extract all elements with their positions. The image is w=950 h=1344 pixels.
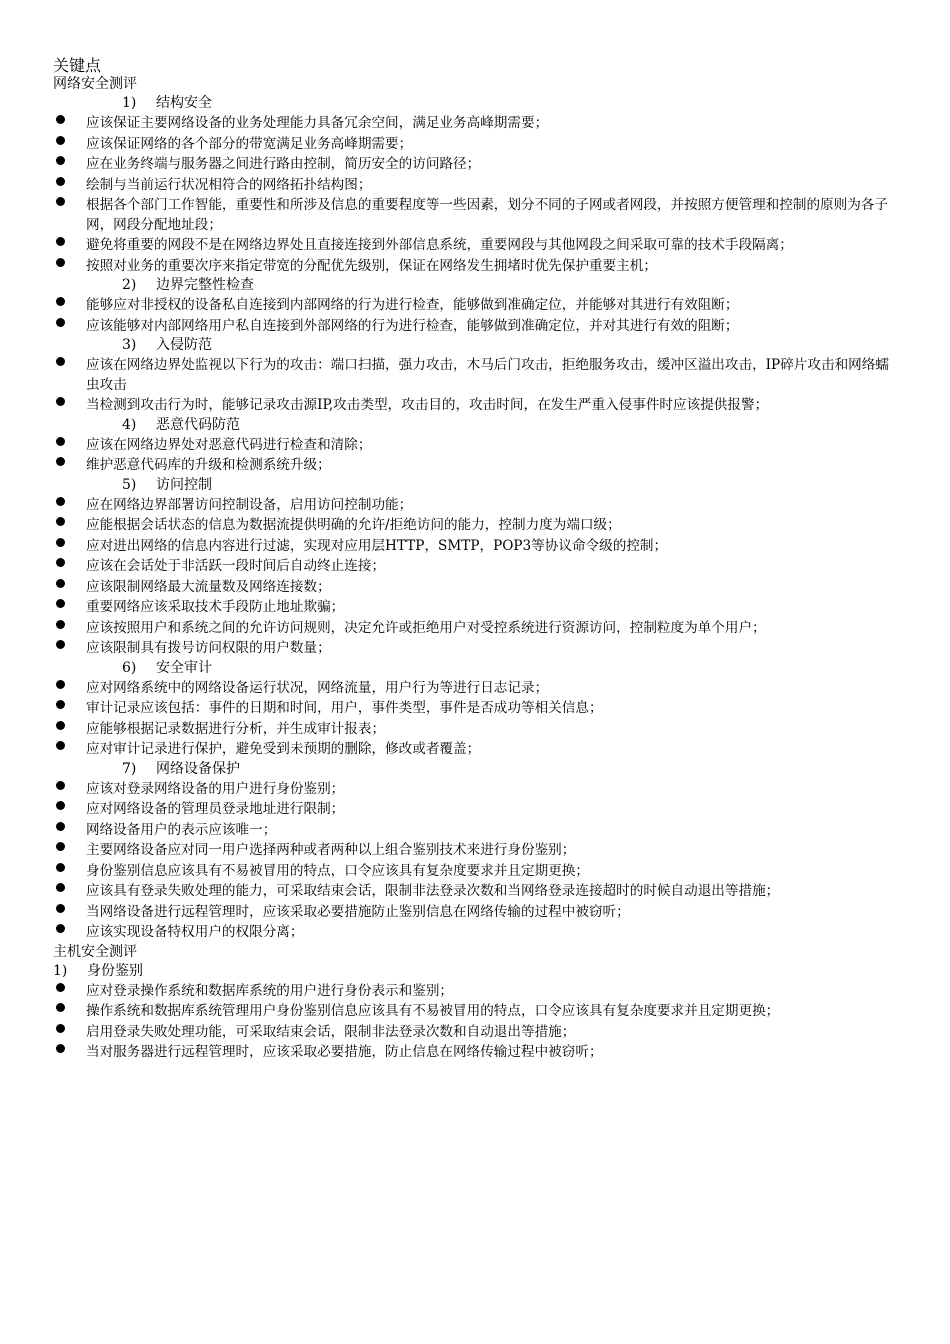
subsection-label: 边界完整性检查 xyxy=(156,277,254,293)
subsection-heading xyxy=(0,276,950,295)
doc-title: 关键点 xyxy=(53,56,102,75)
subsection-heading xyxy=(0,962,950,981)
subsection-heading xyxy=(0,476,950,495)
subsection-number: 2) xyxy=(122,277,137,293)
list-item: 按照对业务的重要次序来指定带宽的分配优先级别，保证在网络发生拥堵时优先保护重要主机； xyxy=(0,257,950,277)
document xyxy=(0,56,950,1063)
subsection-heading xyxy=(0,336,950,355)
list-item: 应该在网络边界处监视以下行为的攻击：端口扫描，强力攻击，木马后门攻击，拒绝服务攻击，缓冲区溢出攻击，IP碎片攻击和网络蠕虫攻击 xyxy=(0,356,950,395)
section-heading: 主机安全测评 xyxy=(53,943,137,960)
list-item: 应能根据会话状态的信息为数据流提供明确的允许/拒绝访问的能力，控制力度为端口级； xyxy=(0,516,950,536)
list-item: 应对审计记录进行保护，避免受到未预期的删除，修改或者覆盖； xyxy=(0,740,950,760)
subsection-heading xyxy=(0,416,950,435)
subsection-heading xyxy=(0,760,950,779)
subsection-label: 安全审计 xyxy=(156,659,212,676)
list-item: 根据各个部门工作智能，重要性和所涉及信息的重要程度等一些因素，划分不同的子网或者网段，并按照方便管理和控制的原则为各子网，网段分配地址段； xyxy=(0,196,950,235)
list-item: 应该按照用户和系统之间的允许访问规则，决定允许或拒绝用户对受控系统进行资源访问，控制粒度为单个用户； xyxy=(0,619,950,639)
bullet-list xyxy=(0,982,950,1063)
list-item: 当网络设备进行远程管理时，应该采取必要措施防止鉴别信息在网络传输的过程中被窃听； xyxy=(0,903,950,923)
bullet-list xyxy=(0,780,950,943)
list-item: 主要网络设备应对同一用户选择两种或者两种以上组合鉴别技术来进行身份鉴别； xyxy=(0,841,950,861)
bullet-list xyxy=(0,114,950,276)
list-item: 应该具有登录失败处理的能力，可采取结束会话，限制非法登录次数和当网络登录连接超时的时候自动退出等措施； xyxy=(0,882,950,902)
bullet-list xyxy=(0,296,950,336)
list-item: 启用登录失败处理功能，可采取结束会话，限制非法登录次数和自动退出等措施； xyxy=(0,1023,950,1043)
list-item: 当检测到攻击行为时，能够记录攻击源IP,攻击类型，攻击目的，攻击时间，在发生严重入侵事件时应该提供报警； xyxy=(0,396,950,416)
list-item: 应该实现设备特权用户的权限分离； xyxy=(0,923,950,943)
list-item: 操作系统和数据库系统管理用户身份鉴别信息应该具有不易被冒用的特点，口令应该具有复杂度要求并且定期更换； xyxy=(0,1002,950,1022)
list-item: 应在网络边界部署访问控制设备，启用访问控制功能； xyxy=(0,496,950,516)
subsection-number: 1) xyxy=(53,962,68,979)
subsection-label: 网络设备保护 xyxy=(156,760,240,777)
list-item: 应对网络设备的管理员登录地址进行限制； xyxy=(0,800,950,820)
list-item: 避免将重要的网段不是在网络边界处且直接连接到外部信息系统，重要网段与其他网段之间采取可靠的技术手段隔离； xyxy=(0,236,950,256)
subsection-label: 结构安全 xyxy=(156,95,212,111)
subsection-number: 5) xyxy=(122,476,137,493)
list-item: 审计记录应该包括：事件的日期和时间，用户，事件类型，事件是否成功等相关信息； xyxy=(0,699,950,719)
subsection-label: 恶意代码防范 xyxy=(156,416,240,433)
list-item: 应该在会话处于非活跃一段时间后自动终止连接； xyxy=(0,557,950,577)
subsection-heading xyxy=(0,94,950,113)
subsection-heading xyxy=(0,659,950,678)
subsection-label: 身份鉴别 xyxy=(87,962,143,979)
subsection-label: 访问控制 xyxy=(156,476,212,493)
list-item: 应该保证主要网络设备的业务处理能力具备冗余空间，满足业务高峰期需要； xyxy=(0,114,950,134)
list-item: 应该限制具有拨号访问权限的用户数量； xyxy=(0,639,950,659)
list-item: 身份鉴别信息应该具有不易被冒用的特点，口令应该具有复杂度要求并且定期更换； xyxy=(0,862,950,882)
list-item: 应该能够对内部网络用户私自连接到外部网络的行为进行检查，能够做到准确定位，并对其进行有效的阻断； xyxy=(0,317,950,337)
list-item: 网络设备用户的表示应该唯一； xyxy=(0,821,950,841)
list-item: 应该对登录网络设备的用户进行身份鉴别； xyxy=(0,780,950,800)
section-heading: 网络安全测评 xyxy=(53,76,137,92)
subsection-number: 7) xyxy=(122,760,137,777)
list-item: 应对登录操作系统和数据库系统的用户进行身份表示和鉴别； xyxy=(0,982,950,1002)
list-item: 应该保证网络的各个部分的带宽满足业务高峰期需要； xyxy=(0,135,950,155)
list-item: 能够应对非授权的设备私自连接到内部网络的行为进行检查，能够做到准确定位，并能够对其进行有效阻断； xyxy=(0,296,950,316)
bullet-list xyxy=(0,679,950,760)
subsection-number: 1) xyxy=(122,95,137,111)
list-item: 应对进出网络的信息内容进行过滤，实现对应用层HTTP，SMTP，POP3等协议命令级的控制； xyxy=(0,537,950,557)
list-item: 维护恶意代码库的升级和检测系统升级； xyxy=(0,456,950,476)
subsection-number: 3) xyxy=(122,337,137,353)
list-item: 应能够根据记录数据进行分析，并生成审计报表； xyxy=(0,720,950,740)
bullet-list xyxy=(0,436,950,476)
list-item: 重要网络应该采取技术手段防止地址欺骗； xyxy=(0,598,950,618)
list-item: 应对网络系统中的网络设备运行状况，网络流量，用户行为等进行日志记录； xyxy=(0,679,950,699)
subsection-number: 4) xyxy=(122,416,137,433)
list-item: 应在业务终端与服务器之间进行路由控制，简历安全的访问路径； xyxy=(0,155,950,175)
list-item: 当对服务器进行远程管理时，应该采取必要措施，防止信息在网络传输过程中被窃听； xyxy=(0,1043,950,1063)
bullet-list xyxy=(0,496,950,659)
bullet-list xyxy=(0,356,950,416)
document-body xyxy=(0,75,950,1063)
list-item: 应该在网络边界处对恶意代码进行检查和清除； xyxy=(0,436,950,456)
subsection-label: 入侵防范 xyxy=(156,337,212,353)
list-item: 应该限制网络最大流量数及网络连接数； xyxy=(0,578,950,598)
subsection-number: 6) xyxy=(122,659,137,676)
list-item: 绘制与当前运行状况相符合的网络拓扑结构图； xyxy=(0,176,950,196)
